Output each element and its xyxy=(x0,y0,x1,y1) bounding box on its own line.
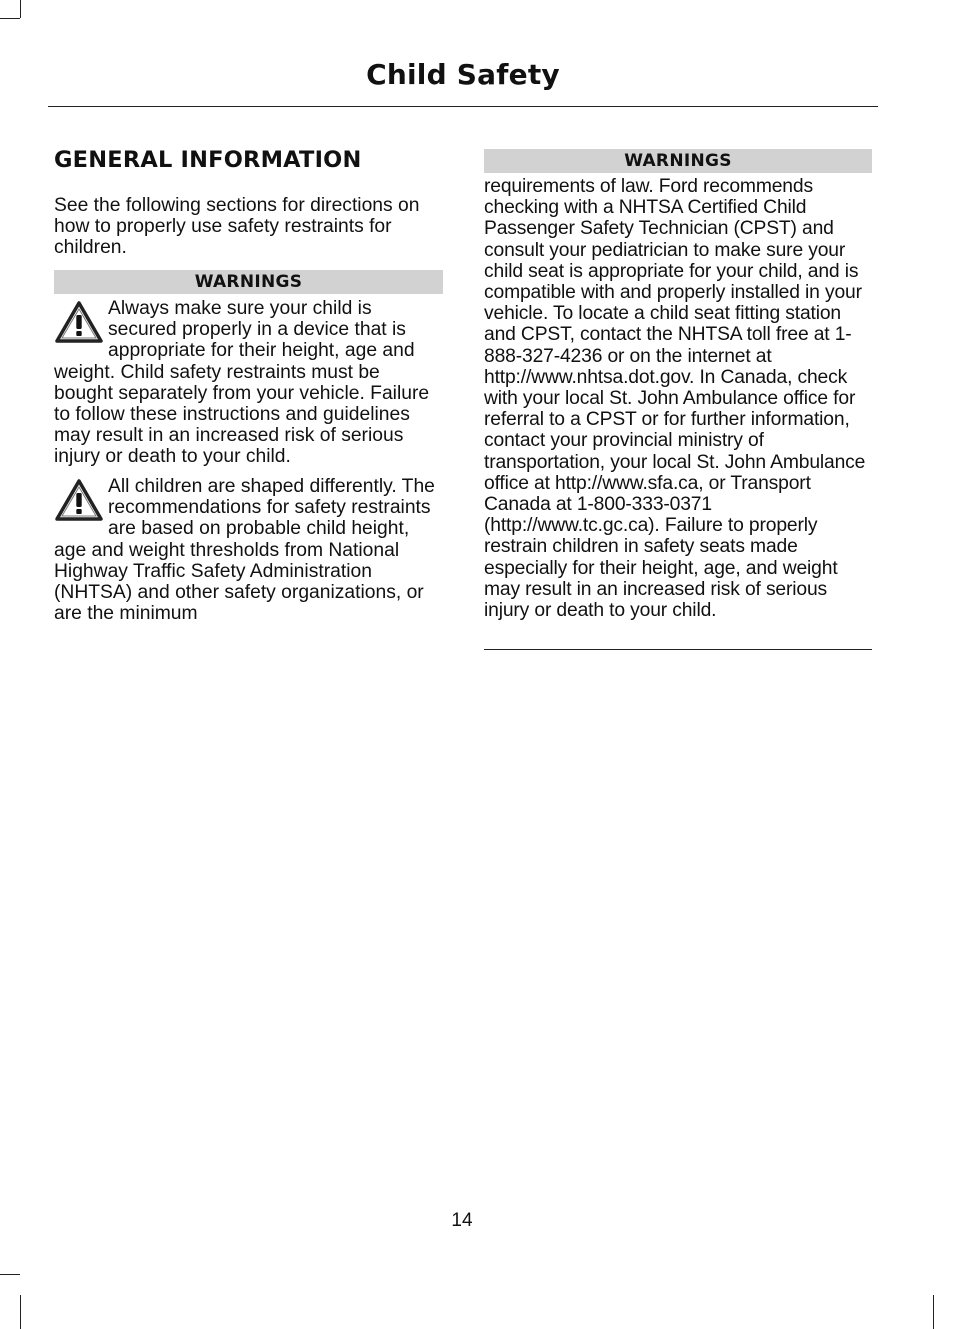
warning-text: All children are shaped differently. The recommendations for safety restraints are based on probable child height, age and weight thresholds from National Highway Traffic Safety Administration (NHTSA) and other safety organizations, or are the minimum xyxy=(54,476,435,625)
section-heading: GENERAL INFORMATION xyxy=(54,147,362,173)
crop-mark xyxy=(0,1274,20,1275)
crop-mark xyxy=(20,1295,21,1329)
warnings-header: WARNINGS xyxy=(54,270,443,294)
intro-paragraph: See the following sections for directions on how to properly use safety restraints for children. xyxy=(54,195,420,259)
page-title: Child Safety xyxy=(366,58,560,91)
title-divider xyxy=(48,106,878,107)
warning-item xyxy=(54,298,444,468)
warning-triangle-icon xyxy=(54,478,104,522)
crop-mark xyxy=(20,0,21,18)
page-number: 14 xyxy=(451,1210,473,1231)
warning-continued-text: requirements of law. Ford recommends checking with a NHTSA Certified Child Passenger Safety Technician (CPST) and consult your pediatrician to make sure your child seat is appropriate for your child, and is compatible with and properly installed in your vehicle. To locate a child seat fitting station and CPST, contact the NHTSA toll free at 1-888-327-4236 or on the internet at http://www.nhtsa.dot.gov. In Canada, check with your local St. John Ambulance office for referral to a CPST or for further information, contact your provincial ministry of transportation, your local St. John Ambulance office at http://www.sfa.ca, or Transport Canada at 1-800-333-0371 (http://www.tc.gc.ca). Failure to properly restrain children in safety seats made especially for their height, age, and weight may result in an increased risk of serious injury or death to your child. xyxy=(484,176,866,622)
warnings-end-divider xyxy=(484,649,872,650)
warning-text: Always make sure your child is secured properly in a device that is appropriate for their height, age and weight. Child safety restraints must be bought separately from your vehicle. Failure to follow these instructions and guidelines may result in an increased risk of serious injury or death to your child. xyxy=(54,298,430,468)
warning-item xyxy=(54,476,444,624)
crop-mark xyxy=(933,1295,934,1329)
warning-triangle-icon xyxy=(54,300,104,344)
crop-mark xyxy=(0,18,20,19)
warnings-header: WARNINGS xyxy=(484,149,872,173)
